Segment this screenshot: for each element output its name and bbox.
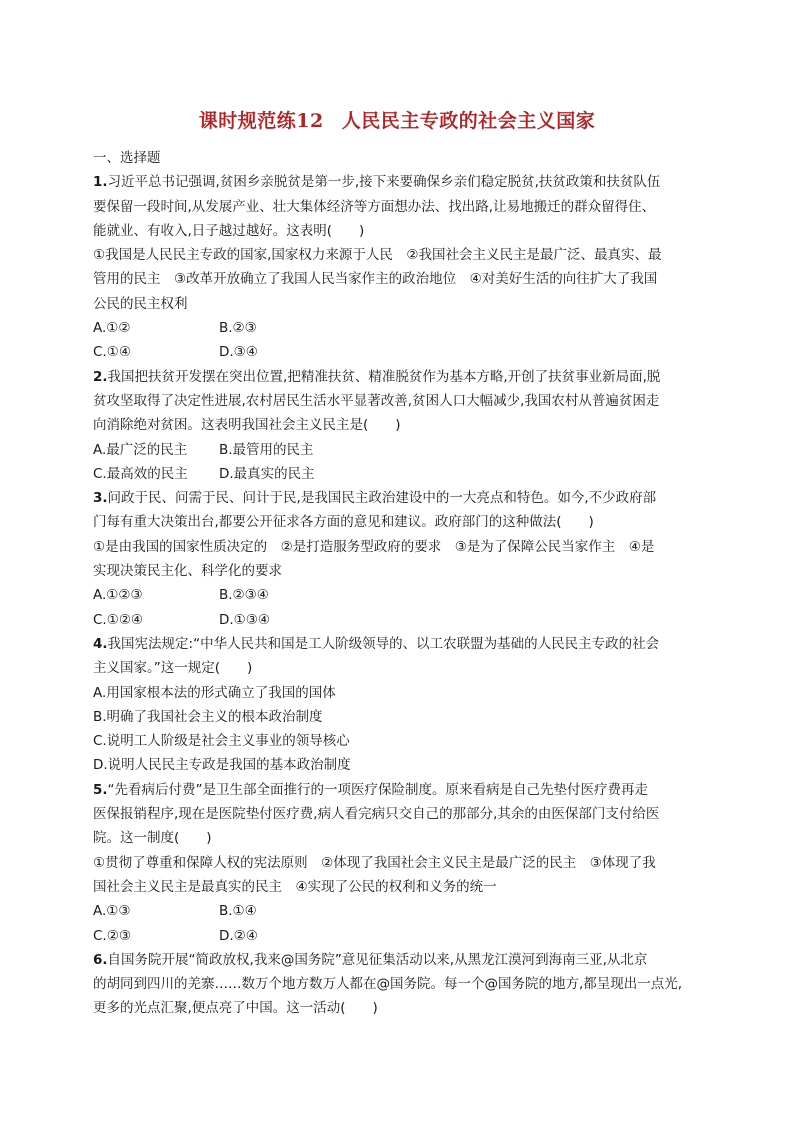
option-d[interactable]: D.②④ xyxy=(219,927,258,944)
question-stem-line: 主义国家。”这一规定( ) xyxy=(93,660,253,677)
question-number: 4. xyxy=(93,635,108,652)
option-row xyxy=(93,438,705,462)
option-b[interactable]: B.①④ xyxy=(219,903,257,920)
option-row xyxy=(93,899,705,923)
option-b[interactable]: B.②③④ xyxy=(219,587,269,604)
question-stem-line: 我国把扶贫开发摆在突出位置,把精准扶贫、精准脱贫作为基本方略,开创了扶贫事业新局面,脱 xyxy=(107,368,661,385)
option-d[interactable]: D.③④ xyxy=(219,344,258,361)
question-stem-line: 习近平总书记强调,贫困乡亲脱贫是第一步,接下来要确保乡亲们稳定脱贫,扶贫政策和扶贫队伍 xyxy=(107,174,661,191)
option-b[interactable]: B.②③ xyxy=(219,320,257,337)
title-main: 人民民主专政的社会主义国家 xyxy=(341,110,596,132)
option-row xyxy=(93,608,705,632)
option-c[interactable]: C.说明工人阶级是社会主义事业的领导核心 xyxy=(93,733,350,750)
option-a[interactable]: A.①② xyxy=(93,320,131,337)
question-5 xyxy=(93,778,705,948)
question-stem-line: 要保留一段时间,从发展产业、壮大集体经济等方面想办法、找出路,让易地搬迁的群众留得住、 xyxy=(93,198,656,215)
statement-line: ①是由我国的国家性质决定的 ②是打造服务型政府的要求 ③是为了保障公民当家作主 ④是 xyxy=(93,538,655,555)
question-stem-line: 我国宪法规定:“中华人民共和国是工人阶级领导的、以工农联盟为基础的人民民主专政的社会 xyxy=(107,635,660,652)
question-4 xyxy=(93,632,705,778)
statement-line: ①贯彻了尊重和保障人权的宪法原则 ②体现了我国社会主义民主是最广泛的民主 ③体现了我 xyxy=(93,854,656,871)
option-a[interactable]: A.①③ xyxy=(93,903,131,920)
option-b[interactable]: B.最管用的民主 xyxy=(219,441,314,458)
option-row xyxy=(93,340,705,364)
option-c[interactable]: C.②③ xyxy=(93,927,131,944)
statement-line: 实现决策民主化、科学化的要求 xyxy=(93,563,282,580)
section-heading: 一、选择题 xyxy=(93,150,161,166)
question-number: 3. xyxy=(93,490,108,507)
question-number: 2. xyxy=(93,368,108,385)
question-list xyxy=(93,146,705,1021)
question-stem-line: 门每有重大决策出台,都要公开征求各方面的意见和建议。政府部门的这种做法( ) xyxy=(93,514,594,531)
question-stem-line: “先看病后付费”是卫生部全面推行的一项医疗保险制度。原来看病是自己先垫付医疗费再走 xyxy=(107,781,649,798)
option-d[interactable]: D.最真实的民主 xyxy=(219,465,315,482)
option-d[interactable]: D.说明人民民主专政是我国的基本政治制度 xyxy=(93,757,351,774)
statement-line: 管用的民主 ③改革开放确立了我国人民当家作主的政治地位 ④对美好生活的向往扩大了我国 xyxy=(93,271,658,288)
option-row xyxy=(93,316,705,340)
option-c[interactable]: C.①②④ xyxy=(93,611,144,628)
question-stem-line: 更多的光点汇聚,便点亮了中国。这一活动( ) xyxy=(93,1000,378,1017)
question-stem-line: 自国务院开展“简政放权,我来@国务院”意见征集活动以来,从黑龙江漠河到海南三亚,从北京 xyxy=(107,951,648,968)
option-row xyxy=(93,924,705,948)
option-d[interactable]: D.①③④ xyxy=(219,611,270,628)
question-number: 1. xyxy=(93,174,108,191)
page-title xyxy=(0,106,794,133)
statement-line: 公民的民主权利 xyxy=(93,295,188,312)
option-c[interactable]: C.最高效的民主 xyxy=(93,465,188,482)
option-a[interactable]: A.①②③ xyxy=(93,587,143,604)
question-stem-line: 向消除绝对贫困。这表明我国社会主义民主是( ) xyxy=(93,417,401,434)
question-stem-line: 院。这一制度( ) xyxy=(93,830,212,847)
option-c[interactable]: C.①④ xyxy=(93,344,131,361)
question-stem-line: 医保报销程序,现在是医院垫付医疗费,病人看完病只交自己的那部分,其余的由医保部门支付给医 xyxy=(93,806,660,823)
question-2 xyxy=(93,365,705,486)
question-6 xyxy=(93,948,705,1021)
statement-line: 国社会主义民主是最真实的民主 ④实现了公民的权利和义务的统一 xyxy=(93,878,497,895)
option-row xyxy=(93,462,705,486)
question-stem-line: 能就业、有收入,日子越过越好。这表明( ) xyxy=(93,222,365,239)
statement-line: ①我国是人民民主专政的国家,国家权力来源于人民 ②我国社会主义民主是最广泛、最真实、最 xyxy=(93,247,662,264)
title-prefix: 课时规范练12 xyxy=(198,110,324,132)
question-stem-line: 的胡同到四川的羌寨……数万个地方数万人都在@国务院。每一个@国务院的地方,都呈现出一点光, xyxy=(93,976,683,993)
question-number: 6. xyxy=(93,951,108,968)
question-3 xyxy=(93,486,705,632)
question-stem-line: 贫攻坚取得了决定性进展,农村居民生活水平显著改善,贫困人口大幅减少,我国农村从普遍贫困走 xyxy=(93,392,660,409)
option-row xyxy=(93,583,705,607)
option-a[interactable]: A.用国家根本法的形式确立了我国的国体 xyxy=(93,684,336,701)
question-number: 5. xyxy=(93,781,108,798)
question-stem-line: 问政于民、问需于民、问计于民,是我国民主政治建设中的一大亮点和特色。如今,不少政府部 xyxy=(107,490,657,507)
option-b[interactable]: B.明确了我国社会主义的根本政治制度 xyxy=(93,708,323,725)
option-a[interactable]: A.最广泛的民主 xyxy=(93,441,188,458)
question-1 xyxy=(93,170,705,364)
